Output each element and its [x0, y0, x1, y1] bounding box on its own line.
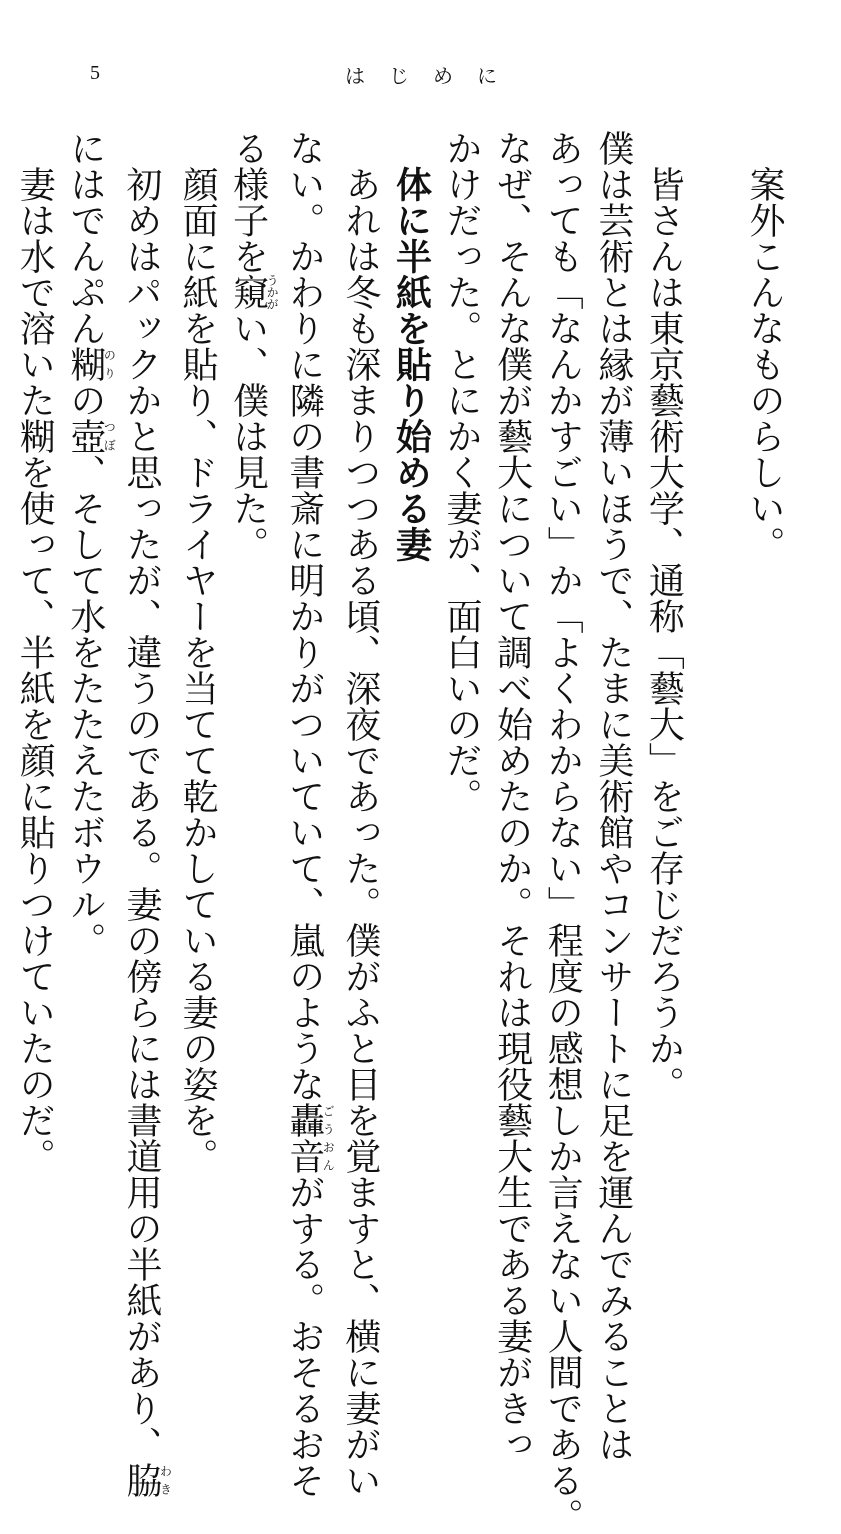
paragraph-line: 妻は水で溶いた糊を使って、半紙を顔に貼りつけていたのだ。 — [14, 166, 56, 1174]
paragraph-line: 皆さんは東京藝術大学、通称「藝大」をご存じだろうか。 — [643, 166, 685, 1102]
paragraph-line: る様子を窺うかがい、僕は見た。 — [227, 130, 280, 562]
paragraph-line: にはでんぷん糊のりの壺つぼ、そして水をたたえたボウル。 — [64, 130, 117, 958]
paragraph-line: 顔面に紙を貼り、ドライヤーを当てて乾かしている妻の姿を。 — [177, 166, 219, 1174]
paragraph-line: 初めはパックかと思ったが、違うのである。妻の傍らには書道用の半紙があり、脇わき — [120, 166, 173, 1498]
paragraph-line: あれは冬も深まりつつある頃、深夜であった。僕がふと目を覚ますと、横に妻がい — [339, 166, 381, 1498]
page-number: 5 — [90, 62, 100, 84]
running-head: はじめに — [345, 64, 521, 88]
paragraph-line: なぜ、そんな僕が藝大について調べ始めたのか。それは現役藝大生である妻がきっ — [491, 130, 533, 1462]
paragraph-line: 案外こんなものらしい。 — [744, 166, 785, 562]
paragraph-line: かけだった。とにかく妻が、面白いのだ。 — [441, 130, 483, 814]
paragraph-line: 僕は芸術とは縁が薄いほうで、たまに美術館やコンサートに足を運んでみることは — [592, 130, 634, 1462]
section-heading: 体に半紙を貼り始める妻 — [390, 166, 432, 562]
paragraph-line: あっても「なんかすごい」か「よくわからない」程度の感想しか言えない人間である。 — [542, 130, 584, 1534]
paragraph-line: ない。かわりに隣の書斎に明かりがついていて、嵐のような轟音ごうおんがする。おそるおそ — [283, 130, 336, 1498]
body-text — [9, 130, 789, 1534]
